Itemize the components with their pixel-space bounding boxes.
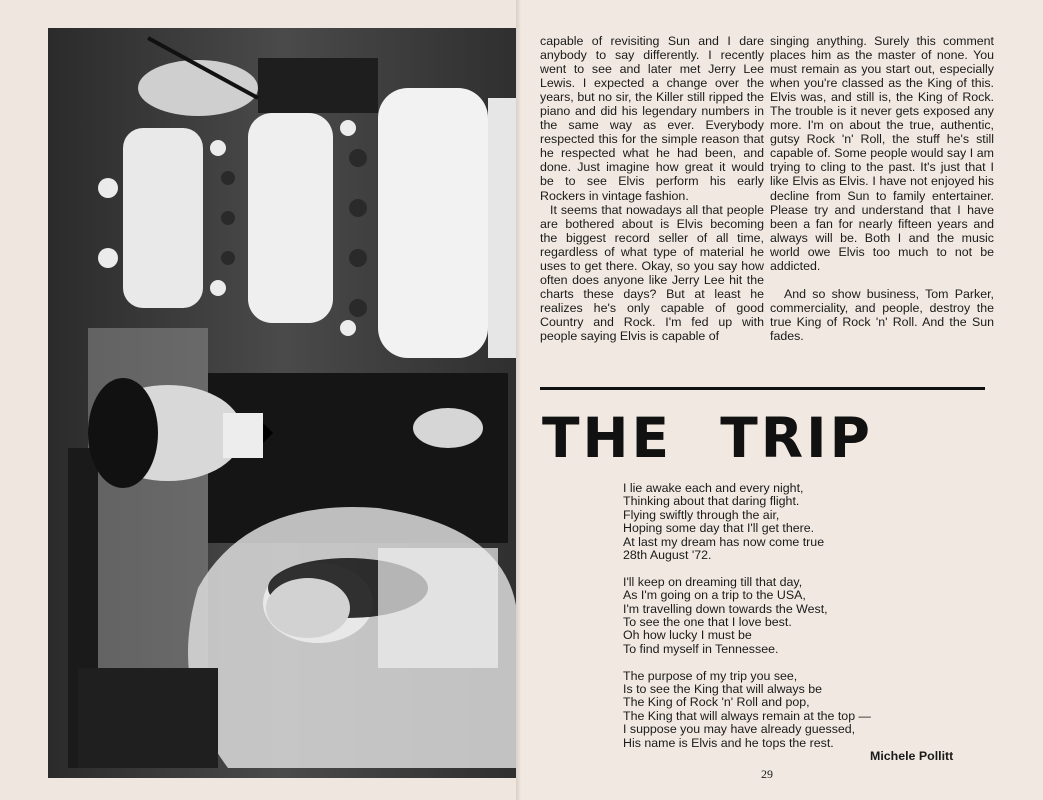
poem-line: I'll keep on dreaming till that day, bbox=[623, 574, 803, 589]
article-column-2 bbox=[770, 34, 994, 343]
poem-line: Thinking about that daring flight. bbox=[623, 494, 800, 509]
poem-line: 28th August '72. bbox=[623, 548, 712, 563]
poem-line: At last my dream has now come true bbox=[623, 534, 825, 549]
poem-line: To find myself in Tennessee. bbox=[623, 641, 779, 656]
poem-line: As I'm going on a trip to the USA, bbox=[623, 588, 806, 603]
poem-line: I lie awake each and every night, bbox=[623, 481, 804, 495]
poem-author: Michele Pollitt bbox=[870, 749, 954, 763]
poem bbox=[623, 482, 983, 763]
poem-line: The King of Rock 'n' Roll and pop, bbox=[623, 695, 810, 710]
page-number: 29 bbox=[761, 767, 773, 781]
poem-line: Oh how lucky I must be bbox=[623, 628, 752, 643]
poem-title: THE TRIP bbox=[542, 406, 873, 470]
poem-line: To see the one that I love best. bbox=[623, 615, 792, 630]
poem-stanza bbox=[623, 670, 983, 750]
article-paragraph: It seems that nowadays all that people are bothered about is Elvis becoming the biggest record seller of all time, regardless of what type of material he uses to get there. Okay, so you say how often does anyone like Jerry Lee hit the charts these days? But at least he realizes he's only capable of good Country and Rock. I'm fed up with people saying Elvis is capable of bbox=[540, 202, 764, 343]
poem-line: The purpose of my trip you see, bbox=[623, 668, 798, 683]
poem-stanza bbox=[623, 576, 983, 656]
poem-line: Hoping some day that I'll get there. bbox=[623, 521, 815, 536]
poem-line: Flying swiftly through the air, bbox=[623, 507, 780, 522]
poem-stanza bbox=[623, 482, 983, 562]
poem-line: Is to see the King that will always be bbox=[623, 682, 823, 697]
left-page bbox=[0, 0, 520, 800]
poem-line: His name is Elvis and he tops the rest. bbox=[623, 735, 834, 750]
article-paragraph: capable of revisiting Sun and I dare anybody to say differently. I recently went to see and later met Jerry Lee Lewis. I expected a change over the years, but no sir, the Killer still ripped the piano and did his legendary numbers in the same way as ever. Everybody respected this for the simple reason that he respected what he had been, and done. Just imagine how great it would be to see Elvis perform his early Rockers in vintage fashion. bbox=[540, 34, 764, 203]
wedding-photo bbox=[48, 28, 518, 778]
poem-line: I'm travelling down towards the West, bbox=[623, 601, 828, 616]
poem-line: The King that will always remain at the top — bbox=[623, 708, 871, 723]
article-column-1 bbox=[540, 34, 764, 343]
section-divider bbox=[540, 387, 985, 390]
article-closing-paragraph: And so show business, Tom Parker, commerciality, and people, destroy the true King of Rock 'n' Roll. And the Sun fades. bbox=[770, 286, 994, 343]
article-paragraph: singing anything. Surely this comment places him as the master of none. You must remain as you start out, especially when you're classed as the King of this. Elvis was, and still is, the King of Rock. The trouble is it never gets exposed any more. I'm on about the true, authentic, gutsy Rock 'n' Roll, the stuff he's still capable of. Some people would say I am trying to cling to the past. It's just that I like Elvis as Elvis. I have not enjoyed his decline from Sun to family entertainer. Please try and understand that I have been a fan for nearly fifteen years and always will be. Both I and the music world owe Elvis too much to not be addicted. bbox=[770, 34, 994, 273]
poem-line: I suppose you may have already guessed, bbox=[623, 722, 856, 737]
wedding-photo-illustration bbox=[48, 28, 518, 778]
